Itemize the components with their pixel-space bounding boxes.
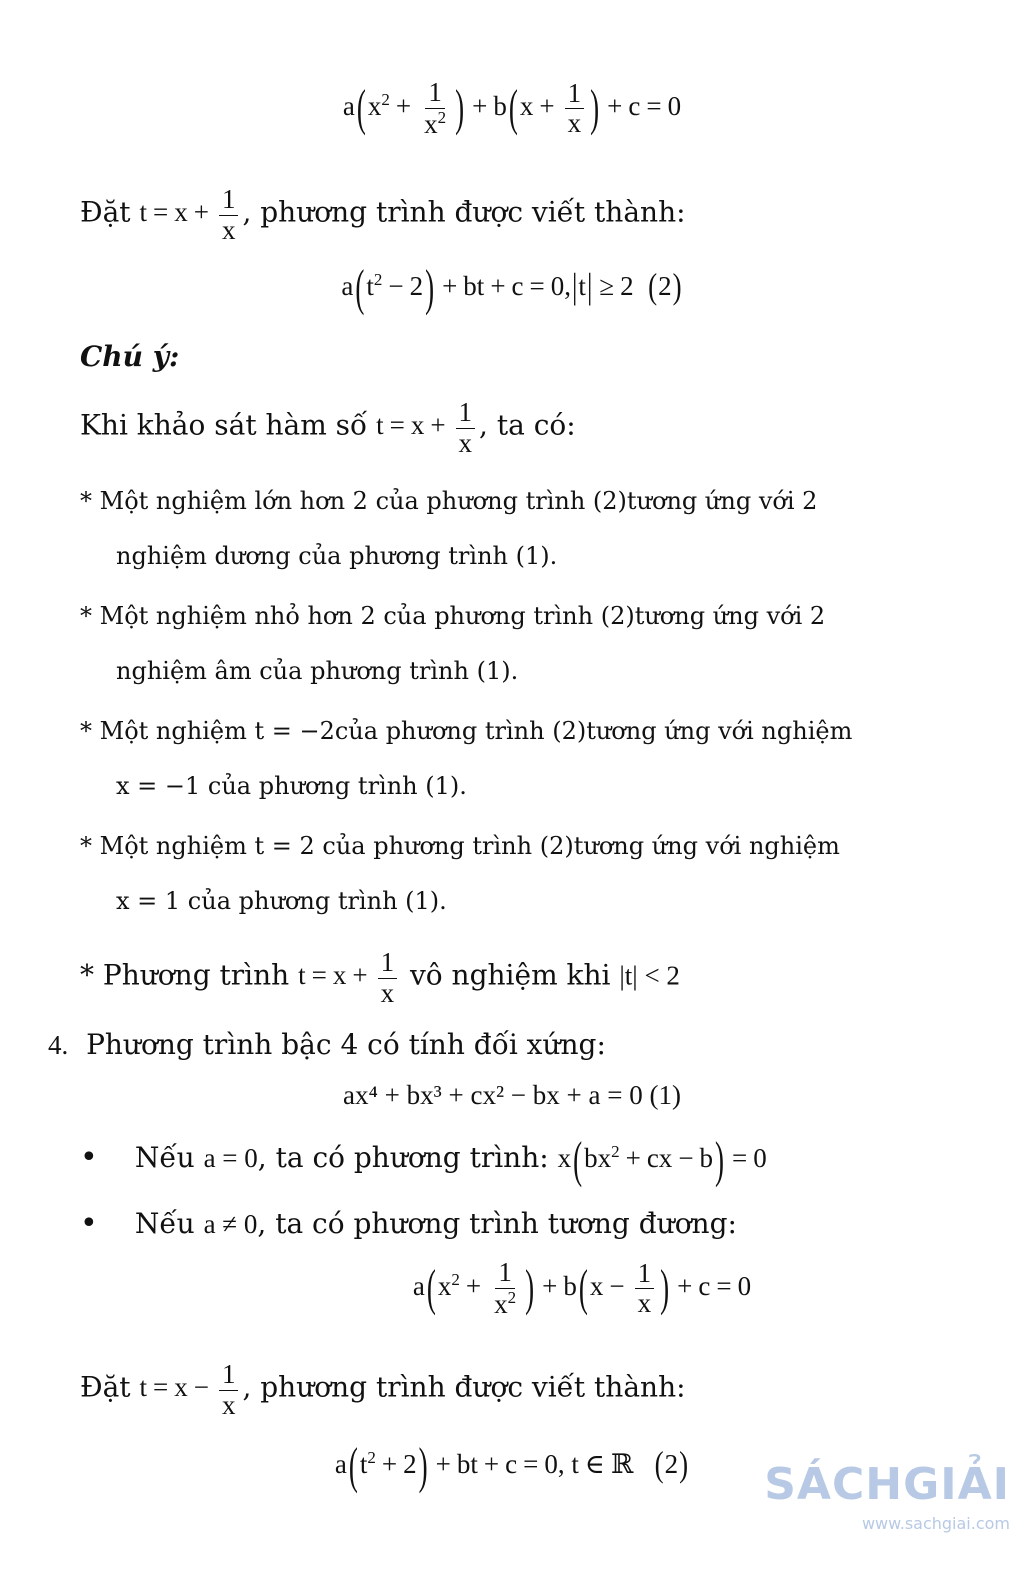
case-a-zero: • Nếu a = 0, ta có phương trình: $x(bx^2$ + cx − b) = 0 [80,1131,767,1189]
note-item-3: * Một nghiệm t = −2của phương trình (2)tương ứng với nghiệm x = −1 của phương trình (1). [80,717,853,800]
equation-symmetric-degree4-reduced: $a(x^2$ + $\frac{1}{x^2}$ ) + b(x + $\frac{1}{x}$ ) + c = 0 [342,77,682,139]
watermark-logo [764,1459,1010,1533]
equation-antisymmetric-reduced: $a(x^2$ + $\frac{1}{x^2}$ ) + b(x − $\frac{1}{x}$ ) + c = 0 [412,1257,752,1319]
case-a-nonzero: • Nếu a ≠ 0, ta có phương trình tương đương: [80,1206,737,1241]
bullet-icon: • [80,1140,98,1175]
substitution-line-1: Đặt t = x + $\frac{1}{x}$ , phương trình được viết thành: [80,184,686,245]
equation-degree4-symmetric: ax⁴ + bx³ + cx² − bx + a = 0 (1) [343,1080,681,1110]
watermark-brand: SÁCHGIẢI [764,1459,1010,1510]
equation-substituted-2: $a(t^2 + 2)$ + bt + c = 0, t ∈ ℝ (2) [334,1437,689,1495]
substitution-line-2: Đặt t = x − $\frac{1}{x}$ , phương trình được viết thành: [80,1359,686,1420]
survey-line: Khi khảo sát hàm số t = x + $\frac{1}{x}$ , ta có: [80,397,576,458]
note-item-4: * Một nghiệm t = 2 của phương trình (2)tương ứng với nghiệm x = 1 của phương trình (1). [80,832,840,915]
note-item-2: * Một nghiệm nhỏ hơn 2 của phương trình (2)tương ứng với 2 nghiệm âm của phương trình (1). [80,602,826,685]
watermark-url: www.sachgiai.com [861,1514,1010,1533]
bullet-icon: • [80,1206,98,1241]
equation-substituted-1: $a(t^2 - 2)$ + bt + c = 0,|t| ≥ 2 (2) [341,259,682,317]
section-4-heading: 4. Phương trình bậc 4 có tính đối xứng: [48,1028,606,1061]
note-title: Chú ý: [80,340,180,373]
note-item-1: * Một nghiệm lớn hơn 2 của phương trình (2)tương ứng với 2 nghiệm dương của phương trình (1). [80,487,818,570]
no-solution-line: * Phương trình t = x + $\frac{1}{x}$ vô nghiệm khi |t| < 2 [80,947,680,1008]
